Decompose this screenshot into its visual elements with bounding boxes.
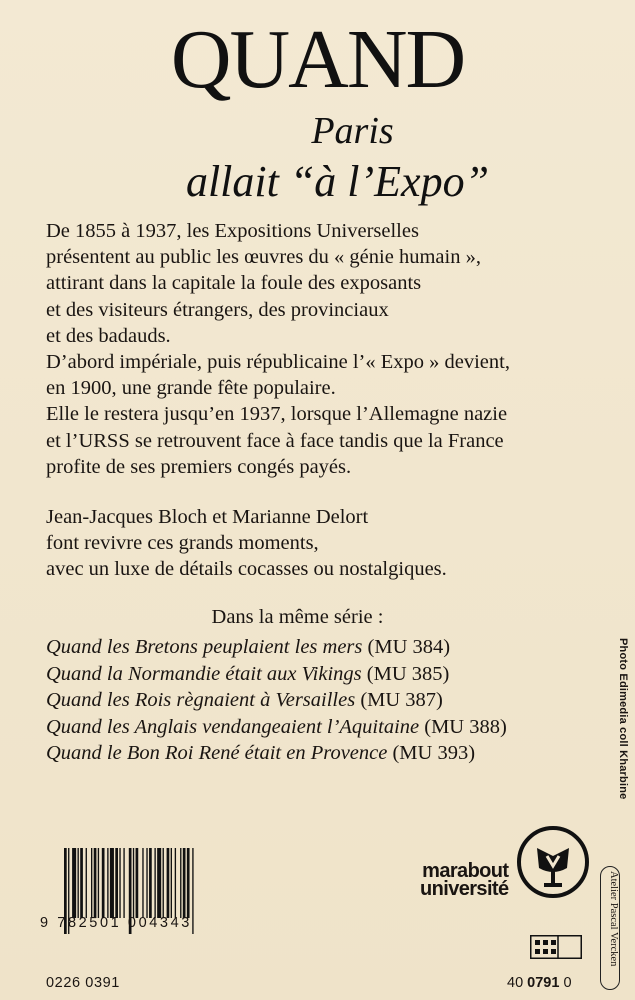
series-item-title: Quand la Normandie était aux Vikings bbox=[46, 662, 362, 685]
series-item-code: (MU 393) bbox=[392, 742, 476, 764]
description-line: attirant dans la capitale la foule des exposants bbox=[46, 272, 422, 295]
description-line: De 1855 à 1937, les Expositions Universelles bbox=[46, 220, 419, 242]
barcode-bar bbox=[146, 848, 147, 918]
code-prefix: 40 bbox=[507, 975, 524, 991]
authors-line: font revivre ces grands moments, bbox=[46, 532, 319, 555]
barcode-bar bbox=[115, 848, 118, 918]
barcode-bar bbox=[187, 848, 190, 918]
series-item-code: (MU 385) bbox=[366, 662, 450, 685]
series-item-title: Quand les Anglais vendangeaient l’Aquitaine bbox=[46, 715, 420, 738]
authors-paragraph bbox=[46, 504, 606, 583]
price-code-box bbox=[530, 935, 582, 959]
series-heading: Dans la même série : bbox=[211, 606, 384, 628]
description-line: en 1900, une grande fête populaire. bbox=[46, 377, 336, 400]
design-credit-badge bbox=[600, 866, 620, 990]
series-item-code: (MU 388) bbox=[424, 715, 507, 738]
publisher-name-line1: marabout bbox=[422, 860, 509, 882]
title-subtitle-line2: allait “à l’Expo” bbox=[185, 157, 490, 206]
barcode-bar bbox=[142, 848, 143, 918]
barcode-bar bbox=[136, 848, 139, 918]
barcode-bar bbox=[149, 848, 152, 918]
photo-credit: Photo Edimedia coll Kharbine bbox=[617, 638, 629, 800]
code-suffix: 0 bbox=[563, 975, 572, 991]
description-line: Elle le restera jusqu’en 1937, lorsque l’Allemagne nazie bbox=[46, 403, 508, 426]
code-bold: 0791 bbox=[527, 975, 560, 991]
description-line: et l’URSS se retrouvent face à face tandis que la France bbox=[46, 429, 504, 452]
series-item-code: (MU 387) bbox=[360, 689, 443, 711]
barcode-bar bbox=[102, 848, 105, 918]
barcode-bar bbox=[154, 848, 155, 918]
series-item bbox=[46, 661, 507, 688]
barcode-bar bbox=[119, 848, 120, 918]
barcode-bar bbox=[78, 848, 79, 918]
barcode-bar bbox=[94, 848, 97, 918]
publisher-name bbox=[420, 862, 508, 898]
series-item-code: (MU 384) bbox=[367, 636, 451, 658]
description-line: D’abord impériale, puis républicaine l’« Expo » devient, bbox=[46, 351, 510, 374]
barcode-bar bbox=[91, 848, 92, 918]
authors-line: Jean-Jacques Bloch et Marianne Delort bbox=[46, 506, 369, 528]
barcode-bar bbox=[98, 848, 99, 918]
series-item bbox=[46, 740, 507, 767]
barcode-bar bbox=[123, 848, 124, 918]
series-list bbox=[46, 634, 507, 767]
description-line: profite de ses premiers congés payés. bbox=[46, 455, 352, 478]
publisher-logo-icon bbox=[517, 826, 589, 898]
series-item bbox=[46, 687, 507, 714]
barcode-bar bbox=[163, 848, 164, 918]
barcode-bar bbox=[86, 848, 87, 918]
series-item-title: Quand les Rois règnaient à Versailles bbox=[46, 689, 356, 711]
barcode-bar bbox=[80, 848, 83, 918]
barcode-bar bbox=[157, 848, 161, 918]
barcode-bar bbox=[107, 848, 108, 918]
authors-line: avec un luxe de détails cocasses ou nostalgiques. bbox=[46, 558, 447, 581]
barcode-bar bbox=[133, 848, 134, 918]
barcode-bar bbox=[192, 848, 193, 934]
title-main: QUAND bbox=[170, 13, 465, 106]
catalog-code-right bbox=[507, 975, 572, 991]
series-item-title: Quand les Bretons peuplaient les mers bbox=[46, 636, 363, 658]
catalog-code-left: 0226 0391 bbox=[46, 975, 120, 991]
barcode-bar bbox=[167, 848, 170, 918]
description-line: présentent au public les œuvres du « génie humain », bbox=[46, 246, 481, 269]
barcode-bar bbox=[110, 848, 114, 918]
barcode-digits: 9 782501 004343 bbox=[40, 915, 192, 931]
publisher-name-line2: université bbox=[420, 878, 509, 900]
description-line: et des visiteurs étrangers, des provinciaux bbox=[46, 298, 389, 321]
series-item-title: Quand le Bon Roi René était en Provence bbox=[46, 742, 388, 764]
series-item bbox=[46, 714, 507, 741]
barcode-bar bbox=[183, 848, 186, 918]
description-paragraph bbox=[46, 218, 606, 480]
barcode-bar bbox=[72, 848, 76, 918]
title-subtitle-line1: Paris bbox=[311, 110, 394, 152]
barcode-bar bbox=[175, 848, 176, 918]
design-credit-text: Atelier Pascal Vercken bbox=[608, 871, 619, 967]
description-line: et des badauds. bbox=[46, 324, 171, 347]
barcode-bar bbox=[180, 848, 181, 918]
series-item bbox=[46, 634, 507, 661]
barcode-bar bbox=[171, 848, 172, 918]
